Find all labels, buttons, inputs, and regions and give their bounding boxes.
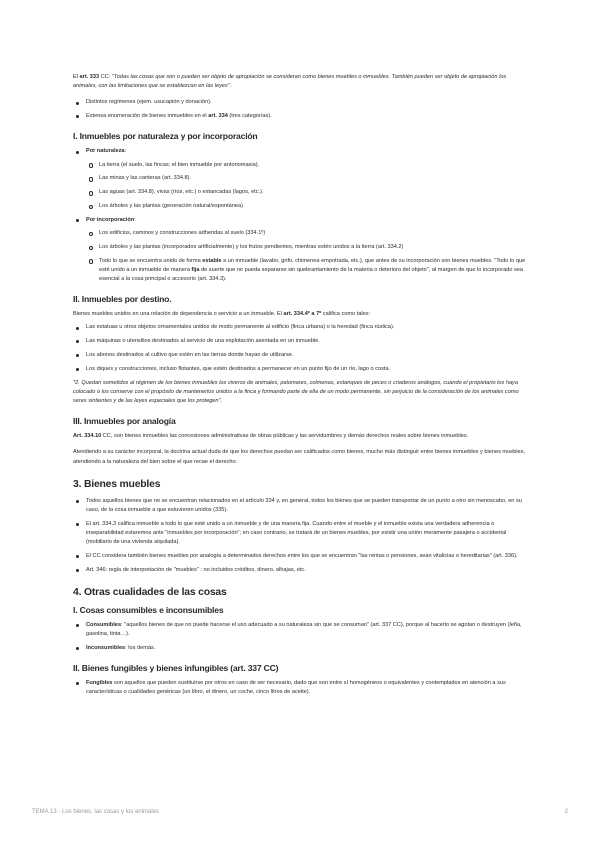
page-number: 2 (564, 809, 568, 815)
list-item: Por incorporación: Los edificios, caminos y construcciones adheridas al suelo (334.1º) Los árboles y las plantas (incorporados artificialmente) y los frutos pendientes, mientras estén unidos a la tierra (art. 334.2) Todo lo que se encuentra unido de forma estable a un inmueble (lavabo, grifo, chimenea empotrada, etc.), que antes de su incorporación son bienes muebles. "Todo lo que esté unido a un inmueble de manera fija de suerte que no pueda separarse sin quebrantamiento de la materia o deterioro del objeto", al margen de que lo incorporado sea esencial a la cosa principal o accesorio (art. 334.3). (73, 216, 531, 284)
analogia-paragraph-2: Atendiendo a su carácter incorporal, la doctrina actual duda de que los derechos puedan ser calificados como bienes, mucho más distinguir entre bienes inmuebles y bienes muebles, atendiendo a la naturaleza del bien sobre el que recae el derecho. (73, 449, 526, 465)
list-item: Los árboles y las plantas (incorporados artificialmente) y los frutos pendientes, mientras estén unidos a la tierra (art. 334.2) (86, 243, 531, 252)
list-item: Los diques y construcciones, incluso flotantes, que estén destinados a permanecer en un punto fijo de un río, lago o costa. (73, 365, 531, 374)
naturaleza-list (73, 147, 531, 284)
subsection-heading-analogia: III. Inmuebles por analogía (73, 416, 176, 427)
section-heading-otras-cualidades: 4. Otras cualidades de las cosas (73, 587, 227, 599)
page-footer (32, 809, 568, 815)
list-item: Las aguas (art. 334.8), vivas (ríos, etc.) o estancadas (lagos, etc.). (86, 188, 531, 197)
intro-after-ref: CC: (100, 74, 111, 80)
sub-list (86, 229, 531, 284)
list-item: Art. 346: regla de interpretación de "muebles" : no incluidos créditos, dinero, alhajas, etc. (73, 566, 531, 575)
list-item: Por naturaleza: La tierra (el suelo, las fincas; el bien inmueble por antonomasia). Las minas y las canteras (art. 334.8). Las aguas (art. 334.8), vivas (ríos, etc.) o estancadas (lagos, etc.). Los árboles y las plantas (generación natural/espontánea) (73, 147, 531, 211)
list-item: El art. 334.3 califica inmueble a todo lo que esté unido a un inmueble y de una manera fija. Cuando entre el mueble y el inmueble exista una verdadera adherencia o inseparabilidad estaremos ante "inmuebles por incorporación"; en caso contrario, se tratará de un bienes muebles, por existir una unión meramente pasajera o accidental (mobiliario de una vivienda alquilada). (73, 520, 531, 548)
list-item: Inconsumibles: los demás. (73, 644, 531, 653)
destino-list (73, 323, 531, 374)
analogia-paragraph-1: Art. 334.10 CC, son bienes inmuebles las concesiones administrativas de obras públicas y las servidumbres y demás derechos reales sobre bienes inmuebles. (73, 433, 469, 440)
consumibles-list (73, 621, 531, 653)
list-item: Consumibles: "aquellos bienes de que no puede hacerse el uso adecuado a su naturaleza sin que se consuman" (art. 337 CC), porque al hacerlo se agotan o destruyen (leña, gasolina, tinta…). (73, 621, 531, 639)
footer-title: TEMA 13 - Los bienes, las cosas y los animales (32, 809, 160, 815)
list-item: Todo lo que se encuentra unido de forma estable a un inmueble (lavabo, grifo, chimenea empotrada, etc.), que antes de su incorporación son bienes muebles. "Todo lo que esté unido a un inmueble de manera fija de suerte que no pueda separarse sin quebrantamiento de la materia o deterioro del objeto", al margen de que lo incorporado sea esencial a la cosa principal o accesorio (art. 334.3). (86, 257, 531, 285)
document-page (73, 73, 531, 702)
list-item: La tierra (el suelo, las fincas; el bien inmueble por antonomasia). (86, 161, 531, 170)
list-item: Distintos regímenes (ejem. usucapión y donación). (73, 98, 531, 107)
list-item: Las estatuas u otros objetos ornamentales unidos de modo permanente al edificio (finca urbana) o la heredad (finca rústica). (73, 323, 531, 332)
list-item: El CC considera también bienes muebles por analogía a determinados derechos entre los que se encuentran "las rentas o pensiones, sean vitalicias o hereditarias" (art. 336). (73, 552, 531, 561)
intro-article-ref: art. 333 (79, 74, 100, 80)
subsection-heading-destino: II. Inmuebles por destino. (73, 294, 172, 305)
intro-bullet-list (73, 98, 531, 121)
subsection-heading-consumibles: I. Cosas consumibles e inconsumibles (73, 605, 224, 616)
list-item: Las minas y las canteras (art. 334.8). (86, 174, 531, 183)
list-item: Los edificios, caminos y construcciones adheridas al suelo (334.1º) (86, 229, 531, 238)
destino-intro: Bienes muebles unidos en una relación de dependencia o servicio a un inmueble. El art. 334.4º a 7º califica como tales: (73, 311, 371, 318)
subsection-heading-naturaleza: I. Inmuebles por naturaleza y por incorporación (73, 131, 258, 142)
intro-quote: "Todas las cosas que son o pueden ser objeto de apropiación se consideran como bienes muebles o inmuebles. También pueden ser objeto de apropiación los animales, con las limitaciones que se establezcan en las leyes". (73, 74, 507, 90)
muebles-list (73, 497, 531, 575)
list-item: Fungibles son aquellos que pueden sustituirse por otros en caso de ser necesario, dado que son entre sí homogéneos o equivalentes y contemplados en atención a sus características o cualidades genéricas (un libro, el dinero, un coche, cinco litros de aceite). (73, 679, 531, 697)
intro-paragraph (73, 73, 531, 91)
list-item: Las máquinas o utensilios destinados al servicio de una explotación asentada en un inmueble. (73, 337, 531, 346)
list-item: Los abonos destinados al cultivo que estén en las tierras donde hayan de utilizarse. (73, 351, 531, 360)
list-item: Los árboles y las plantas (generación natural/espontánea) (86, 202, 531, 211)
intro-lead: El (73, 74, 78, 80)
subsection-heading-fungibles: II. Bienes fungibles y bienes infungibles (art. 337 CC) (73, 663, 279, 674)
destino-note: *2. Quedan sometidos al régimen de los bienes inmuebles los viveros de animales, palomares, colmenas, estanques de peces o criaderos análogos, cuando el propietario los haya colocado o los conserve con el propósito de mantenerlos unidos a la finca y formando parte de ella de un modo permanente, sin perjuicio de la consideración de los animales como seres sintientes y de las leyes especiales que los protegen". (73, 379, 519, 404)
section-heading-bienes-muebles: 3. Bienes muebles (73, 478, 161, 490)
list-item: Todos aquellos bienes que no se encuentran relacionados en el artículo 334 y, en general, todos los bienes que se pueden transportar de un punto a otro sin menoscabo, en su caso, de la cosa inmueble a que estuvieren unidos (335). (73, 497, 531, 515)
sub-list (86, 161, 531, 212)
list-item: Extensa enumeración de bienes inmuebles en el art. 334 (tres categorías). (73, 112, 531, 121)
fungibles-list (73, 679, 531, 697)
